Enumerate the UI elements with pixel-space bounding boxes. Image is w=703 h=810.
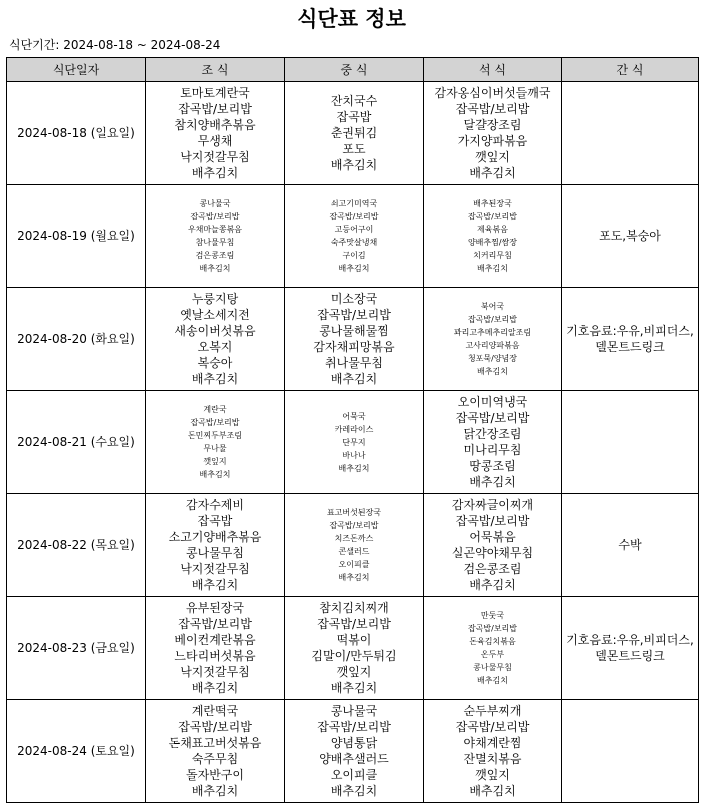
menu-item: 배추김치 (469, 166, 516, 180)
breakfast-menu-list (146, 85, 284, 181)
menu-item: 감자짜글이찌개 (451, 498, 534, 512)
dinner-cell (424, 597, 562, 700)
date-cell: 2024-08-22 (목요일) (7, 494, 146, 597)
menu-item: 포도 (342, 142, 366, 156)
breakfast-menu-list (146, 497, 284, 593)
menu-item: 취나물무침 (325, 356, 383, 370)
dinner-menu-list (424, 394, 561, 490)
menu-item: 순두부찌개 (463, 704, 522, 718)
menu-item: 오이피클 (330, 768, 378, 782)
menu-item: 깻잎지 (203, 457, 227, 466)
menu-item: 배추된장국 (473, 199, 512, 208)
menu-item: 오복지 (197, 340, 233, 354)
header-breakfast: 조 식 (146, 58, 285, 82)
menu-item: 무생채 (197, 134, 233, 148)
lunch-cell (285, 700, 424, 803)
menu-item: 배추김치 (191, 578, 239, 592)
dinner-cell (424, 391, 562, 494)
lunch-menu-list (285, 93, 423, 173)
menu-item: 배추김치 (477, 264, 508, 273)
menu-item: 돌자반구이 (186, 768, 244, 782)
breakfast-cell (146, 82, 285, 185)
menu-item: 고사리양파볶음 (465, 341, 520, 350)
menu-item: 소고기양배추볶음 (168, 530, 262, 544)
table-row (7, 494, 699, 597)
menu-item: 낙지젓갈무침 (180, 665, 250, 679)
menu-item: 배추김치 (191, 681, 239, 695)
dinner-menu-list (424, 609, 561, 687)
lunch-menu-list (285, 506, 423, 584)
menu-item: 콘샐러드 (338, 547, 370, 556)
table-header-row (7, 58, 699, 82)
menu-item: 배추김치 (477, 676, 508, 685)
menu-item: 청포묵/양념장 (467, 354, 518, 363)
snack-cell (562, 288, 699, 391)
breakfast-cell (146, 288, 285, 391)
menu-item: 참치양배추볶음 (174, 118, 256, 132)
lunch-menu-list (285, 703, 423, 799)
dinner-menu-list (424, 197, 561, 275)
menu-item: 깻잎지 (336, 665, 372, 679)
menu-table (6, 57, 699, 803)
menu-item: 감자수제비 (186, 498, 244, 512)
lunch-cell (285, 185, 424, 288)
table-row (7, 288, 699, 391)
menu-item: 오이피클 (338, 560, 370, 569)
menu-item: 미나리무침 (463, 443, 522, 457)
menu-item: 어묵볶음 (469, 530, 516, 544)
menu-item: 감자채피망볶음 (313, 340, 395, 354)
breakfast-menu-list (146, 403, 284, 481)
breakfast-menu-list (146, 703, 284, 799)
menu-item: 잡곡밥/보리밥 (317, 308, 391, 322)
menu-item: 누룽지탕 (191, 292, 239, 306)
menu-item: 꽈리고추메추리알조림 (453, 328, 532, 337)
menu-item: 미소장국 (330, 292, 378, 306)
table-body (7, 82, 699, 803)
menu-item: 치커리무침 (473, 251, 512, 260)
menu-item: 북어국 (480, 302, 505, 311)
breakfast-menu-list (146, 291, 284, 387)
menu-item: 배추김치 (338, 264, 370, 273)
menu-item: 유부된장국 (186, 601, 244, 615)
dinner-cell (424, 185, 562, 288)
snack-cell (562, 700, 699, 803)
breakfast-menu-list (146, 197, 284, 275)
menu-item: 제육볶음 (477, 225, 508, 234)
menu-item: 배추김치 (191, 784, 239, 798)
dinner-cell (424, 700, 562, 803)
lunch-cell (285, 288, 424, 391)
menu-item: 어묵국 (342, 411, 366, 421)
snack-item: 포도,복숭아 (599, 229, 661, 243)
menu-item: 숙주맛살냉채 (330, 238, 378, 247)
lunch-menu-list (285, 410, 423, 475)
menu-item: 땅콩조림 (469, 459, 516, 473)
menu-item: 우채마늘쫑볶음 (187, 225, 243, 234)
menu-item: 참치김치찌개 (319, 601, 389, 615)
menu-item: 잡곡밥/보리밥 (190, 212, 240, 221)
snack-item: 수박 (618, 538, 642, 552)
breakfast-cell (146, 700, 285, 803)
menu-item: 배추김치 (330, 372, 378, 386)
snack-cell (562, 597, 699, 700)
menu-item: 바나나 (342, 450, 366, 460)
menu-item: 카레라이스 (334, 424, 374, 434)
menu-item: 잡곡밥/보리밥 (329, 521, 379, 530)
menu-item: 양념통닭 (330, 736, 378, 750)
header-snack: 간 식 (562, 58, 699, 82)
date-cell: 2024-08-19 (월요일) (7, 185, 146, 288)
menu-item: 베이컨계란볶음 (174, 633, 256, 647)
table-row (7, 597, 699, 700)
menu-period: 식단기간: 2024-08-18 ~ 2024-08-24 (9, 38, 221, 52)
menu-item: 콩나물무침 (473, 663, 512, 672)
menu-item: 표고버섯된장국 (326, 508, 382, 517)
menu-item: 배추김치 (338, 463, 370, 473)
menu-item: 콩나물해물찜 (319, 324, 389, 338)
breakfast-cell (146, 391, 285, 494)
menu-item: 옛날소세지전 (180, 308, 250, 322)
menu-item: 잡곡밥/보리밥 (467, 624, 518, 633)
date-cell: 2024-08-23 (금요일) (7, 597, 146, 700)
lunch-cell (285, 494, 424, 597)
menu-item: 계란떡국 (191, 704, 239, 718)
lunch-menu-list (285, 291, 423, 387)
menu-item: 온두부 (480, 650, 505, 659)
table-row (7, 391, 699, 494)
dinner-menu-list (424, 85, 561, 181)
snack-item: 델몬트드링크 (595, 649, 665, 663)
menu-item: 야채계란찜 (463, 736, 522, 750)
dinner-cell (424, 288, 562, 391)
menu-item: 잡곡밥/보리밥 (178, 617, 252, 631)
table-row (7, 185, 699, 288)
menu-item: 콩나물무침 (186, 546, 244, 560)
menu-item: 배추김치 (330, 784, 378, 798)
menu-item: 검은콩조림 (195, 251, 235, 260)
menu-item: 낙지젓갈무침 (180, 562, 250, 576)
menu-item: 배추김치 (199, 264, 231, 273)
table-row (7, 82, 699, 185)
menu-item: 토마토계란국 (180, 86, 250, 100)
menu-item: 잡곡밥/보리밥 (329, 212, 379, 221)
snack-cell (562, 82, 699, 185)
breakfast-cell (146, 597, 285, 700)
lunch-cell (285, 597, 424, 700)
menu-item: 잡곡밥 (336, 110, 372, 124)
menu-item: 배추김치 (469, 784, 516, 798)
lunch-menu-list (285, 197, 423, 275)
snack-cell (562, 494, 699, 597)
header-lunch: 중 식 (285, 58, 424, 82)
date-cell: 2024-08-21 (수요일) (7, 391, 146, 494)
menu-item: 잔치국수 (330, 94, 378, 108)
menu-item: 잡곡밥/보리밥 (455, 514, 530, 528)
menu-item: 숙주무침 (191, 752, 239, 766)
menu-item: 새송이버섯볶음 (174, 324, 256, 338)
menu-item: 돈민찌두부조림 (187, 431, 243, 440)
dinner-cell (424, 494, 562, 597)
snack-item: 기호음료:우유,비피더스, (566, 633, 694, 647)
menu-item: 잡곡밥/보리밥 (317, 720, 391, 734)
header-dinner: 석 식 (424, 58, 562, 82)
menu-item: 콩나물국 (199, 199, 231, 208)
menu-item: 배추김치 (338, 573, 370, 582)
header-date: 식단일자 (7, 58, 146, 82)
menu-item: 감자옹심이버섯들깨국 (434, 86, 551, 100)
menu-item: 양배추샐러드 (319, 752, 389, 766)
menu-item: 고등어구이 (334, 225, 374, 234)
dinner-cell (424, 82, 562, 185)
snack-item: 기호음료:우유,비피더스, (566, 324, 694, 338)
menu-item: 계란국 (203, 405, 227, 414)
breakfast-cell (146, 185, 285, 288)
menu-item: 깻잎지 (475, 768, 510, 782)
menu-item: 잡곡밥 (197, 514, 233, 528)
menu-item: 낙지젓갈무침 (180, 150, 250, 164)
menu-item: 잡곡밥/보리밥 (190, 418, 240, 427)
menu-item: 배추김치 (191, 166, 239, 180)
menu-item: 치즈돈까스 (334, 534, 374, 543)
menu-item: 김말이/만두튀김 (311, 649, 397, 663)
table-row (7, 700, 699, 803)
menu-item: 실곤약야채무침 (451, 546, 534, 560)
dinner-menu-list (424, 703, 561, 799)
menu-item: 배추김치 (330, 158, 378, 172)
snack-item: 델몬트드링크 (595, 340, 665, 354)
menu-item: 배추김치 (477, 367, 508, 376)
menu-item: 배추김치 (469, 578, 516, 592)
snack-cell (562, 185, 699, 288)
menu-item: 만둣국 (480, 611, 505, 620)
menu-item: 콩나물국 (330, 704, 378, 718)
menu-item: 배추김치 (199, 470, 231, 479)
menu-item: 참나물무침 (195, 238, 235, 247)
menu-item: 돈육김치볶음 (469, 637, 516, 646)
menu-item: 구이김 (342, 251, 366, 260)
menu-item: 배추김치 (330, 681, 378, 695)
menu-item: 검은콩조림 (463, 562, 522, 576)
menu-item: 잡곡밥/보리밥 (178, 720, 252, 734)
menu-item: 쇠고기미역국 (330, 199, 378, 208)
menu-item: 가지양파볶음 (457, 134, 528, 148)
dinner-menu-list (424, 300, 561, 378)
menu-item: 느타리버섯볶음 (174, 649, 256, 663)
menu-item: 무나물 (203, 444, 227, 453)
menu-item: 복숭아 (197, 356, 233, 370)
snack-cell (562, 391, 699, 494)
menu-item: 잡곡밥/보리밥 (455, 102, 530, 116)
menu-item: 달걀장조림 (463, 118, 522, 132)
page-title: 식단표 정보 (297, 7, 406, 31)
lunch-cell (285, 391, 424, 494)
menu-item: 잡곡밥/보리밥 (455, 720, 530, 734)
lunch-cell (285, 82, 424, 185)
menu-item: 닭간장조림 (463, 427, 522, 441)
breakfast-cell (146, 494, 285, 597)
date-cell: 2024-08-24 (토요일) (7, 700, 146, 803)
breakfast-menu-list (146, 600, 284, 696)
dinner-menu-list (424, 497, 561, 593)
menu-item: 단무지 (342, 437, 366, 447)
menu-item: 잡곡밥/보리밥 (455, 411, 530, 425)
menu-item: 돈채표고버섯볶음 (168, 736, 262, 750)
menu-item: 잡곡밥/보리밥 (178, 102, 252, 116)
date-cell: 2024-08-20 (화요일) (7, 288, 146, 391)
menu-item: 양배추찜/쌈장 (467, 238, 518, 247)
menu-item: 잡곡밥/보리밥 (317, 617, 391, 631)
menu-item: 깻잎지 (475, 150, 510, 164)
menu-item: 잡곡밥/보리밥 (467, 212, 518, 221)
menu-item: 떡볶이 (336, 633, 372, 647)
menu-item: 잔멸치볶음 (463, 752, 522, 766)
date-cell: 2024-08-18 (일요일) (7, 82, 146, 185)
menu-item: 잡곡밥/보리밥 (467, 315, 518, 324)
menu-item: 배추김치 (469, 475, 516, 489)
menu-item: 춘권튀김 (330, 126, 378, 140)
lunch-menu-list (285, 600, 423, 696)
menu-item: 배추김치 (191, 372, 239, 386)
menu-item: 오이미역냉국 (457, 395, 528, 409)
